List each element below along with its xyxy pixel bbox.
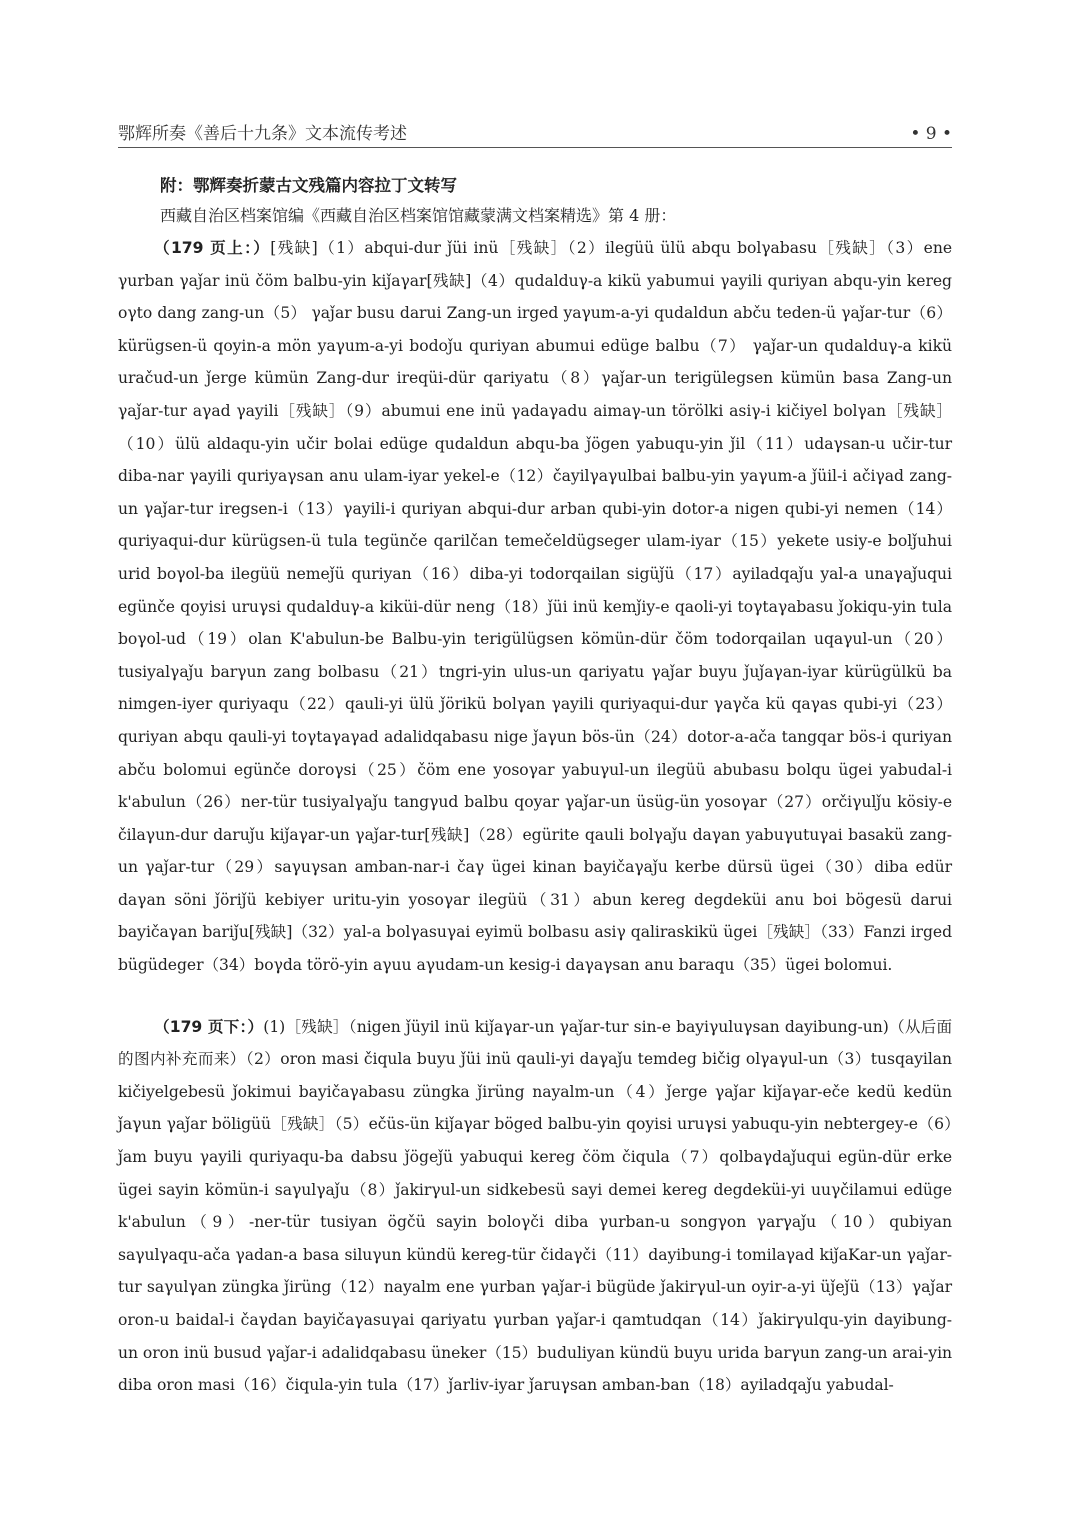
running-header — [118, 119, 952, 150]
transliteration-text: [残缺]（1）abqui-dur ǰüi inü［残缺］（2）ilegüü ülü abqu bolγabasu［残缺］（3）ene γurban γaǰar inü čöm balbu-yin kiǰaγar[残缺]（4）qudalduγ-a kikü yabumui γayili quriyan abqu-yin kereg oγto dang zang-un（5） γaǰar busu darui Zang-un irged yaγum-a-yi qudaldun abču teden-ü γaǰar-tur（6）kürügsen-ü qoyin-a mön yaγum-a-yi bodoǰu quriyan abumui edüge balbu（7） γaǰar-un qudalduγ-a kikü uračud-un ǰerge kümün Zang-dur ireqüi-dür qariyatu（8）γaǰar-un terigülegsen kümün basa Zang-un γaǰar-tur aγad γayili［残缺］（9）abumui ene inü γadaγadu aimaγ-un törölki asiγ-i kičiyel bolγan［残缺］（10）ülü aldaqu-yin učir bolai edüge qudaldun abqu-ba ǰögen yabuqu-yin ǰil（11）udaγsan-u učir-tur diba-nar γayili quriyaγsan anu ulam-iyar yekel-e（12）čayilγaγulbai balbu-yin yaγum-a ǰüil-i ačiγad zang-un γaǰar-tur iregsen-i（13）γayili-i quriyan abqui-dur arban qubi-yin dotor-a nigen qubi-yi nemen（14）quriyaqui-dur kürügsen-ü tula tegünče qarilčan temečeldügseger ulam-iyar（15）yekete usiy-e bolǰuhui urid boγol-ba ilegüü nemeǰü quriyan（16）diba-yi todorqailan sigüǰü（17）ayiladqaǰu yal-a unaγaǰuqui egünče qoyisi uruγsi qudalduγ-a kiküi-dür neng（18）ǰüi inü kemǰiy-e qaoli-yi toγtaγabasu ǰokiqu-yin tula boγol-ud（19）olan K'abulun-be Balbu-yin terigülügsen kömün-dür čöm todorqailan uqaγul-un（20）tusiyalγaǰu barγun zang bolbasu（21）tngri-yin ulus-un qariyatu γaǰar buyu ǰuǰaγan-iyar kürügülkü ba nimgen-iyer quriyaqu（22）qauli-yi ülü ǰörikü bolγan γayili quriyaqui-dur γaγča kü qaγas qubi-yi（23）quriyan abqu qauli-yi toγtaγaγad adalidqabasu nige ǰaγun bös-ün（24）dotor-a-ača tangqar bös-i quriyan abču bolomui egünče doroγsi（25）čöm ene yosoγar yabuγul-un ilegüü abubasu bolqu ügei yabudal-i k'abulun（26）ner-tür tusiyalγaǰu tangγud balbu qoyar γaǰar-un üsüg-ün yosoγar（27）orčiγulǰu kösiy-e čilaγun-dur daruǰu kiǰaγar-un γaǰar-tur[残缺]（28）egürite qauli bolγaǰu daγan yabuγutuγai basakü zang-un γaǰar-tur（29）saγuγsan amban-nar-i čaγ ügei kinan bayičaγaǰu kerbe dürsü ügei（30）diba edür daγan söni ǰöriǰü kebiyer uritu-yin yosoγar ilegüü（31）abun kereg degdeküi anu boi bögesü darui bayičaγan bariǰu[残缺]（32）yal-a bolγasuγai eyimü bolbasu asiγ qaliraskikü ügei［残缺］（33）Fanzi irged bügüdeger（34）boγda törö-yin aγuu aγudam-un kesig-i daγaγsan anu baraqu（35）ügei bolomui. — [118, 239, 952, 975]
running-title: 鄂辉所奏《善后十九条》文本流传考述 — [118, 124, 407, 144]
transliteration-paragraph-upper — [118, 232, 952, 982]
page-body — [118, 172, 952, 1402]
appendix-heading: 附：鄂辉奏折蒙古文残篇内容拉丁文转写 — [160, 176, 457, 195]
page-location-label: （179 页下：） — [154, 1017, 264, 1036]
source-citation: 西藏自治区档案馆编《西藏自治区档案馆馆藏蒙满文档案精选》第 4 册： — [160, 206, 677, 225]
transliteration-paragraph-lower — [118, 1011, 952, 1402]
header-rule — [118, 147, 952, 148]
page-location-label: （179 页上：） — [154, 239, 271, 257]
page-number: • 9 • — [910, 124, 952, 144]
transliteration-text: (1)［残缺］（nigen ǰüyil inü kiǰaγar-un γaǰar-tur sin-e bayiγuluγsan dayibung-un)（从后面的图内补充而来）（2）oron masi čiqula buyu ǰüi inü qauli-yi daγaǰu temdeg bičig olγaγul-un（3）tusqayilan kičiyelgebesü ǰokimui bayičaγabasu züngka ǰirüng nayalm-un（4）ǰerge γaǰar kiǰaγar-eče kedü kedün ǰaγun γaǰar böligüü［残缺］（5）ečüs-ün kiǰaγar böged balbu-yin qoyisi uruγsi yabuqu-yin nebtergey-e（6）ǰam buyu γayili quriyaqu-ba dabsu ǰögeǰü yabuqui kereg čöm čiqula（7）qolbaγdaǰuqui egün-dür erke ügei sayin kömün-i saγulγaǰu（8）ǰakirγul-un sidkebesü sayi demei kereg degdeküi-yi uuγčilamui edüge k'abulun（9）-ner-tür tusiyan ögčü sayin boloγči diba γurban-u songγon γarγaǰu（10）qubiyan saγulγaqu-ača γadan-a basa siluγun kündü kereg-tür čidaγči（11）dayibung-i tomilaγad kiǰaKar-un γaǰar-tur saγulγan züngka ǰirüng（12）nayalm ene γurban γaǰar-i bügüde ǰakirγul-un oyir-a-yi üǰeǰü（13）γaǰar oron-u baidal-i čaγdan bayičaγasuγai qariyatu γurban γaǰar-i qamtudqan（14）ǰakirγulqu-yin dayibung-un oron inü busud γaǰar-i adalidqabasu üneker（15）buduliyan kündü buyu urida barγun zang-un arai-yin diba oron masi（16）čiqula-yin tula（17）ǰarliv-iyar ǰaruγsan amban-ban（18）ayiladqaǰu yabudal- — [118, 1017, 953, 1395]
